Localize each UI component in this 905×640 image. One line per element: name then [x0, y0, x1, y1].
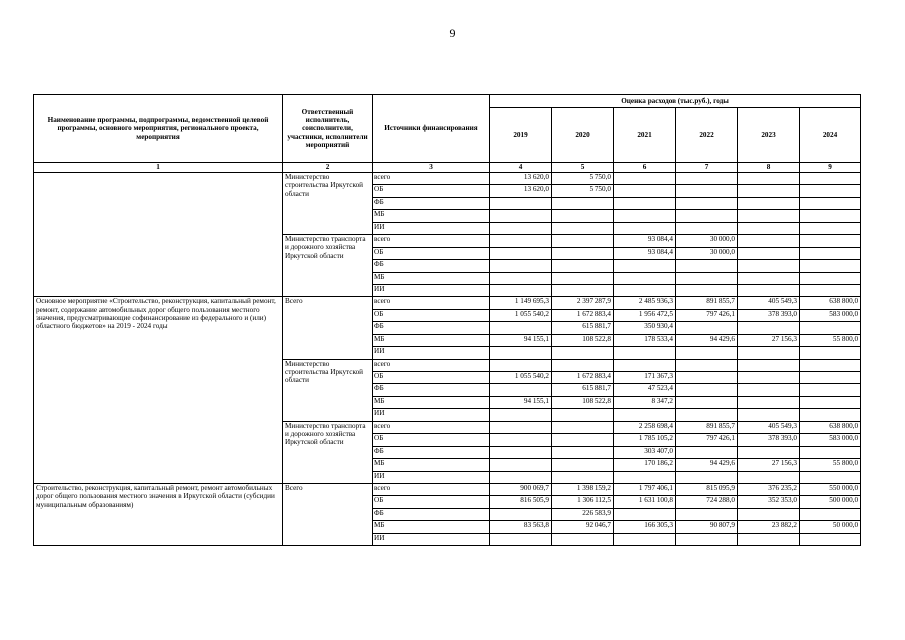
value-cell [490, 247, 552, 259]
column-numbers-row [34, 163, 861, 173]
value-cell [614, 222, 676, 234]
value-cell [738, 247, 800, 259]
value-cell: 93 084,4 [614, 235, 676, 247]
value-cell: 94 155,1 [490, 334, 552, 346]
column-number: 5 [552, 163, 614, 173]
value-cell: 891 855,7 [676, 421, 738, 433]
value-cell [676, 533, 738, 545]
value-cell: 108 522,8 [552, 396, 614, 408]
value-cell: 94 429,6 [676, 459, 738, 471]
value-cell [552, 446, 614, 458]
value-cell: 350 930,4 [614, 322, 676, 334]
executor-cell: Министерство транспорта и дорожного хозяйства Иркутской области [283, 421, 373, 483]
value-cell [676, 260, 738, 272]
value-cell [800, 284, 861, 296]
value-cell [800, 347, 861, 359]
value-cell [552, 459, 614, 471]
column-number: 6 [614, 163, 676, 173]
column-number: 2 [283, 163, 373, 173]
value-cell [738, 359, 800, 371]
value-cell [800, 197, 861, 209]
value-cell: 1 672 883,4 [552, 372, 614, 384]
funding-source-cell: ФБ [373, 260, 490, 272]
column-number: 7 [676, 163, 738, 173]
value-cell [614, 173, 676, 185]
program-name-cell [34, 173, 283, 297]
value-cell: 2 258 698,4 [614, 421, 676, 433]
value-cell: 166 305,3 [614, 521, 676, 533]
funding-source-cell: всего [373, 359, 490, 371]
value-cell: 724 288,0 [676, 496, 738, 508]
value-cell [490, 471, 552, 483]
funding-source-cell: ОБ [373, 434, 490, 446]
funding-source-cell: всего [373, 235, 490, 247]
funding-source-cell: ОБ [373, 247, 490, 259]
value-cell [676, 396, 738, 408]
header-year: 2023 [738, 108, 800, 163]
table-row [34, 173, 861, 185]
table-row [34, 483, 861, 495]
value-cell: 171 367,3 [614, 372, 676, 384]
value-cell [552, 409, 614, 421]
value-cell [552, 247, 614, 259]
value-cell [738, 185, 800, 197]
value-cell [490, 533, 552, 545]
value-cell [800, 471, 861, 483]
value-cell [490, 359, 552, 371]
value-cell [676, 173, 738, 185]
value-cell: 23 882,2 [738, 521, 800, 533]
value-cell: 2 485 936,3 [614, 297, 676, 309]
value-cell: 376 235,2 [738, 483, 800, 495]
value-cell [676, 272, 738, 284]
value-cell: 797 426,1 [676, 309, 738, 321]
value-cell [614, 260, 676, 272]
value-cell: 352 353,0 [738, 496, 800, 508]
value-cell: 405 549,3 [738, 421, 800, 433]
value-cell: 27 156,3 [738, 459, 800, 471]
value-cell: 47 523,4 [614, 384, 676, 396]
value-cell [676, 284, 738, 296]
value-cell [676, 210, 738, 222]
value-cell [738, 222, 800, 234]
value-cell [490, 235, 552, 247]
header-year: 2020 [552, 108, 614, 163]
executor-cell: Всего [283, 297, 373, 359]
value-cell: 50 000,0 [800, 521, 861, 533]
value-cell: 90 807,9 [676, 521, 738, 533]
expense-table [33, 94, 861, 546]
value-cell: 638 800,0 [800, 297, 861, 309]
header-year: 2019 [490, 108, 552, 163]
value-cell [676, 322, 738, 334]
value-cell: 27 156,3 [738, 334, 800, 346]
value-cell [490, 347, 552, 359]
value-cell [552, 434, 614, 446]
value-cell: 226 583,9 [552, 508, 614, 520]
value-cell [738, 471, 800, 483]
value-cell [738, 197, 800, 209]
value-cell: 615 881,7 [552, 322, 614, 334]
value-cell [552, 272, 614, 284]
program-name-cell: Строительство, реконструкция, капитальный ремонт, ремонт автомобильных дорог общего пользования местного значения в Иркутской области (субсидии муниципальным образованиям) [34, 483, 283, 545]
funding-source-cell: ИИ [373, 347, 490, 359]
value-cell: 816 505,9 [490, 496, 552, 508]
value-cell: 108 522,8 [552, 334, 614, 346]
value-cell: 92 046,7 [552, 521, 614, 533]
value-cell [614, 508, 676, 520]
value-cell [614, 533, 676, 545]
value-cell [738, 235, 800, 247]
funding-source-cell: ФБ [373, 508, 490, 520]
funding-source-cell: МБ [373, 459, 490, 471]
value-cell: 500 000,0 [800, 496, 861, 508]
funding-source-cell: ИИ [373, 222, 490, 234]
value-cell: 550 000,0 [800, 483, 861, 495]
value-cell: 30 000,0 [676, 247, 738, 259]
value-cell [676, 508, 738, 520]
header-executor: Ответственный исполнитель, соисполнители, участники, исполнители мероприятий [283, 95, 373, 163]
value-cell [800, 260, 861, 272]
header-year: 2024 [800, 108, 861, 163]
header-source: Источники финансирования [373, 95, 490, 163]
value-cell [552, 471, 614, 483]
funding-source-cell: МБ [373, 210, 490, 222]
value-cell [614, 347, 676, 359]
value-cell: 891 855,7 [676, 297, 738, 309]
value-cell [552, 421, 614, 433]
value-cell [800, 272, 861, 284]
value-cell [738, 347, 800, 359]
value-cell: 13 620,0 [490, 185, 552, 197]
column-number: 1 [34, 163, 283, 173]
column-number: 8 [738, 163, 800, 173]
value-cell [676, 185, 738, 197]
column-number: 4 [490, 163, 552, 173]
value-cell: 378 393,0 [738, 434, 800, 446]
value-cell: 1 055 540,2 [490, 309, 552, 321]
value-cell [676, 347, 738, 359]
value-cell: 1 631 100,8 [614, 496, 676, 508]
value-cell: 303 407,0 [614, 446, 676, 458]
value-cell [552, 197, 614, 209]
value-cell [800, 210, 861, 222]
value-cell [490, 197, 552, 209]
value-cell: 638 800,0 [800, 421, 861, 433]
value-cell [490, 434, 552, 446]
executor-cell: Министерство строительства Иркутской области [283, 359, 373, 421]
value-cell [800, 372, 861, 384]
value-cell: 170 186,2 [614, 459, 676, 471]
value-cell [800, 409, 861, 421]
value-cell [800, 396, 861, 408]
value-cell [490, 222, 552, 234]
value-cell [800, 446, 861, 458]
value-cell: 1 797 406,1 [614, 483, 676, 495]
value-cell: 815 095,9 [676, 483, 738, 495]
table-body [34, 173, 861, 546]
executor-cell: Министерство строительства Иркутской области [283, 173, 373, 235]
table-row [34, 297, 861, 309]
value-cell [490, 459, 552, 471]
funding-source-cell: МБ [373, 521, 490, 533]
value-cell: 405 549,3 [738, 297, 800, 309]
value-cell [552, 260, 614, 272]
value-cell [490, 508, 552, 520]
value-cell [800, 384, 861, 396]
value-cell [738, 260, 800, 272]
value-cell [490, 210, 552, 222]
value-cell [676, 409, 738, 421]
value-cell [738, 409, 800, 421]
value-cell [490, 409, 552, 421]
header-year: 2021 [614, 108, 676, 163]
column-number: 9 [800, 163, 861, 173]
value-cell [614, 409, 676, 421]
value-cell [800, 322, 861, 334]
value-cell [738, 446, 800, 458]
page-number: 9 [449, 26, 456, 40]
value-cell [490, 384, 552, 396]
value-cell [800, 247, 861, 259]
value-cell [490, 322, 552, 334]
header-estimate: Оценка расходов (тыс.руб.), годы [490, 95, 861, 108]
header-program: Наименование программы, подпрограммы, ведомственной целевой программы, основного мероприятия, регионального проекта, мероприятия [34, 95, 283, 163]
funding-source-cell: ИИ [373, 409, 490, 421]
funding-source-cell: МБ [373, 272, 490, 284]
funding-source-cell: всего [373, 421, 490, 433]
funding-source-cell: ФБ [373, 197, 490, 209]
value-cell [614, 272, 676, 284]
value-cell [676, 471, 738, 483]
value-cell [614, 210, 676, 222]
value-cell: 583 000,0 [800, 434, 861, 446]
value-cell [738, 372, 800, 384]
value-cell [552, 210, 614, 222]
value-cell [738, 533, 800, 545]
value-cell: 5 750,0 [552, 185, 614, 197]
header-year: 2022 [676, 108, 738, 163]
value-cell: 13 620,0 [490, 173, 552, 185]
funding-source-cell: всего [373, 297, 490, 309]
value-cell: 1 785 105,2 [614, 434, 676, 446]
value-cell [676, 222, 738, 234]
value-cell [614, 471, 676, 483]
value-cell [676, 359, 738, 371]
funding-source-cell: МБ [373, 396, 490, 408]
value-cell: 94 155,1 [490, 396, 552, 408]
value-cell: 2 397 287,9 [552, 297, 614, 309]
funding-source-cell: ОБ [373, 185, 490, 197]
value-cell: 615 881,7 [552, 384, 614, 396]
value-cell [800, 533, 861, 545]
value-cell [490, 284, 552, 296]
value-cell: 1 956 472,5 [614, 309, 676, 321]
value-cell [614, 185, 676, 197]
value-cell [614, 359, 676, 371]
value-cell [738, 384, 800, 396]
value-cell [738, 396, 800, 408]
value-cell: 93 084,4 [614, 247, 676, 259]
value-cell [552, 222, 614, 234]
value-cell [800, 185, 861, 197]
funding-source-cell: ИИ [373, 284, 490, 296]
funding-source-cell: ФБ [373, 384, 490, 396]
value-cell [676, 384, 738, 396]
value-cell: 797 426,1 [676, 434, 738, 446]
funding-source-cell: ОБ [373, 309, 490, 321]
value-cell: 1 398 159,2 [552, 483, 614, 495]
value-cell [490, 260, 552, 272]
value-cell [552, 284, 614, 296]
value-cell [552, 359, 614, 371]
value-cell [614, 197, 676, 209]
funding-source-cell: ФБ [373, 446, 490, 458]
executor-cell: Министерство транспорта и дорожного хозяйства Иркутской области [283, 235, 373, 297]
value-cell [676, 446, 738, 458]
executor-cell: Всего [283, 483, 373, 545]
value-cell [800, 222, 861, 234]
funding-source-cell: МБ [373, 334, 490, 346]
value-cell: 55 800,0 [800, 459, 861, 471]
funding-source-cell: ФБ [373, 322, 490, 334]
funding-source-cell: ИИ [373, 533, 490, 545]
value-cell [676, 372, 738, 384]
funding-source-cell: всего [373, 483, 490, 495]
value-cell [800, 359, 861, 371]
value-cell [800, 235, 861, 247]
program-name-cell: Основное мероприятие «Строительство, реконструкция, капитальный ремонт, ремонт, содержание автомобильных дорог общего пользования местного значения, предусматривающие софинансирование из федерального и (или) областного бюджетов» на 2019 - 2024 годы [34, 297, 283, 484]
value-cell [552, 235, 614, 247]
value-cell: 1 306 112,5 [552, 496, 614, 508]
value-cell: 1 672 883,4 [552, 309, 614, 321]
value-cell: 83 563,8 [490, 521, 552, 533]
value-cell: 900 069,7 [490, 483, 552, 495]
value-cell [490, 272, 552, 284]
value-cell [800, 508, 861, 520]
value-cell: 55 800,0 [800, 334, 861, 346]
value-cell: 8 347,2 [614, 396, 676, 408]
value-cell: 5 750,0 [552, 173, 614, 185]
value-cell: 1 055 540,2 [490, 372, 552, 384]
value-cell: 378 393,0 [738, 309, 800, 321]
value-cell [800, 173, 861, 185]
value-cell: 30 000,0 [676, 235, 738, 247]
value-cell [614, 284, 676, 296]
value-cell [738, 284, 800, 296]
value-cell [552, 533, 614, 545]
funding-source-cell: ОБ [373, 372, 490, 384]
value-cell: 583 000,0 [800, 309, 861, 321]
value-cell: 1 149 695,3 [490, 297, 552, 309]
column-number: 3 [373, 163, 490, 173]
value-cell [490, 421, 552, 433]
value-cell [490, 446, 552, 458]
value-cell [552, 347, 614, 359]
value-cell [738, 272, 800, 284]
funding-source-cell: ИИ [373, 471, 490, 483]
value-cell [676, 197, 738, 209]
value-cell: 94 429,6 [676, 334, 738, 346]
funding-source-cell: всего [373, 173, 490, 185]
value-cell: 178 533,4 [614, 334, 676, 346]
value-cell [738, 210, 800, 222]
funding-source-cell: ОБ [373, 496, 490, 508]
value-cell [738, 322, 800, 334]
value-cell [738, 173, 800, 185]
value-cell [738, 508, 800, 520]
